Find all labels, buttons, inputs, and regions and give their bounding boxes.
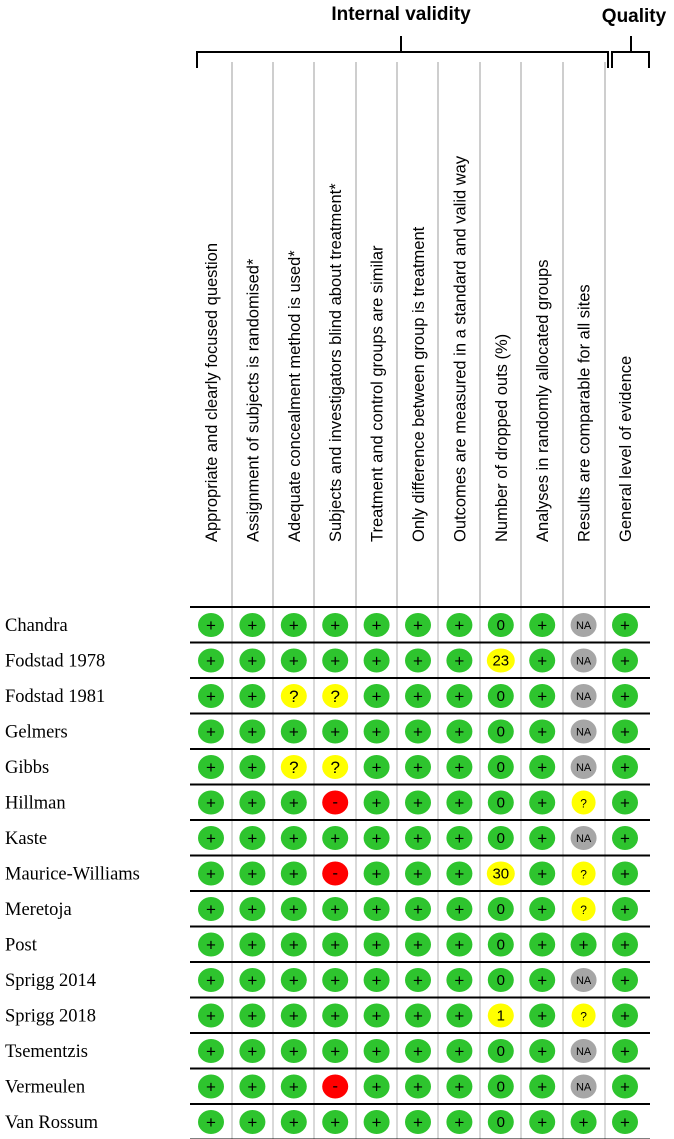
rating-label: NA <box>575 1081 592 1094</box>
rating-label: + <box>371 616 382 635</box>
rating-label: + <box>537 1006 548 1026</box>
rating-label: + <box>371 1113 382 1132</box>
rating-label: NA <box>575 833 592 845</box>
rating-label: + <box>371 1077 382 1097</box>
study-label: Sprigg 2018 <box>5 1006 96 1027</box>
rating-label: + <box>206 1006 216 1026</box>
rating-label: + <box>371 722 382 742</box>
rating-label: + <box>537 758 548 777</box>
rating-label: + <box>578 935 589 955</box>
internal-validity-header: Internal validity <box>331 4 471 25</box>
rating-label: NA <box>575 691 592 703</box>
rating-label: + <box>206 1077 216 1097</box>
rating-label: + <box>413 1042 423 1061</box>
rating-label: + <box>206 722 216 742</box>
rating-label: + <box>454 1077 465 1097</box>
rating-label: + <box>206 793 216 813</box>
rating-label: + <box>247 616 258 635</box>
rating-label: + <box>371 651 382 671</box>
rating-label: + <box>206 1113 216 1132</box>
rating-label: + <box>288 1006 299 1026</box>
rating-label: + <box>454 829 465 848</box>
rating-label: + <box>330 1042 341 1061</box>
study-label: Fodstad 1978 <box>5 651 106 672</box>
rating-label: + <box>454 1113 465 1132</box>
rating-label: - <box>332 863 339 883</box>
rating-label: 0 <box>496 901 505 918</box>
rating-label: 1 <box>496 1007 505 1025</box>
rating-label: + <box>371 1042 382 1061</box>
rating-label: + <box>247 1006 258 1026</box>
rating-label: ? <box>289 758 299 777</box>
rating-label: + <box>288 722 299 742</box>
rating-label: 0 <box>496 1043 505 1060</box>
column-header: Only difference between group is treatment <box>410 226 428 542</box>
rating-label: + <box>454 793 465 813</box>
rating-label: + <box>413 793 423 813</box>
rating-label: 30 <box>492 865 510 883</box>
rating-label: + <box>413 687 423 706</box>
rating-label: + <box>413 900 423 919</box>
rating-label: + <box>330 829 341 848</box>
study-label: Sprigg 2014 <box>5 971 96 991</box>
rating-label: + <box>620 793 630 813</box>
study-label: Van Rossum <box>5 1113 99 1133</box>
rating-label: + <box>206 864 216 884</box>
rating-label: + <box>288 864 299 884</box>
rating-label: + <box>247 1113 258 1132</box>
rating-label: NA <box>575 1046 592 1058</box>
rating-label: + <box>288 971 299 990</box>
rating-label: + <box>247 651 258 671</box>
rating-label: 0 <box>496 617 505 634</box>
rating-label: + <box>288 1042 299 1061</box>
rating-label: ? <box>580 903 587 917</box>
rating-label: + <box>620 935 630 955</box>
study-label: Meretoja <box>5 900 72 920</box>
rating-label: + <box>206 758 216 777</box>
rating-label: + <box>413 971 423 990</box>
study-label: Hillman <box>5 793 66 814</box>
rating-label: + <box>206 1042 216 1061</box>
column-header: Results are comparable for all sites <box>575 284 594 542</box>
study-rows <box>5 613 638 1134</box>
rating-label: + <box>330 1006 341 1026</box>
rating-label: + <box>454 971 465 990</box>
rating-label: + <box>413 935 423 955</box>
rating-label: + <box>247 829 258 848</box>
rating-label: + <box>537 971 548 990</box>
rating-label: + <box>413 758 423 777</box>
rating-label: + <box>371 864 382 884</box>
column-header: Treatment and control groups are similar <box>368 245 387 542</box>
rating-label: + <box>620 616 630 635</box>
rating-label: + <box>620 687 630 706</box>
rating-label: + <box>620 1113 630 1132</box>
rating-label: + <box>247 864 258 884</box>
study-label: Chandra <box>5 616 68 636</box>
column-header: Outcomes are measured in a standard and valid way <box>451 155 470 542</box>
rating-label: + <box>454 722 465 742</box>
rating-label: + <box>371 900 382 919</box>
rating-label: + <box>247 971 258 990</box>
rating-label: + <box>247 1042 258 1061</box>
rating-label: + <box>413 829 423 848</box>
rating-label: + <box>206 935 216 955</box>
rating-label: + <box>330 971 341 990</box>
rating-label: + <box>454 616 465 635</box>
rating-label: + <box>537 651 548 671</box>
rating-label: + <box>454 651 465 671</box>
rating-label: + <box>620 971 630 990</box>
rating-label: 0 <box>496 1078 505 1096</box>
rating-label: + <box>413 722 423 742</box>
rating-label: ? <box>330 758 340 777</box>
rating-label: + <box>537 1113 548 1132</box>
rating-label: + <box>537 1077 548 1097</box>
rating-label: 0 <box>496 1114 505 1131</box>
column-header: Assignment of subjects is randomised* <box>244 258 263 542</box>
rating-label: + <box>206 616 216 635</box>
rating-label: + <box>288 793 299 813</box>
rating-label: + <box>537 722 548 742</box>
rating-label: + <box>537 793 548 813</box>
study-label: Kaste <box>5 829 48 849</box>
rating-label: 23 <box>492 652 510 670</box>
rating-label: + <box>206 651 216 671</box>
rating-label: + <box>537 616 548 635</box>
internal-validity-bracket <box>197 36 608 68</box>
rating-label: + <box>247 793 258 813</box>
rating-label: + <box>288 1113 299 1132</box>
rating-label: + <box>413 1113 423 1132</box>
rating-label: + <box>537 864 548 884</box>
rating-label: + <box>247 1077 258 1097</box>
rating-label: + <box>247 935 258 955</box>
rating-label: + <box>288 1077 299 1097</box>
rating-label: + <box>206 971 216 990</box>
rating-label: + <box>247 758 258 777</box>
rating-label: 0 <box>496 972 505 989</box>
rating-label: + <box>247 687 258 706</box>
rating-label: ? <box>330 687 340 706</box>
rating-label: + <box>371 935 382 955</box>
rating-label: + <box>454 864 465 884</box>
quality-bracket <box>612 36 649 68</box>
rating-label: + <box>620 1042 630 1061</box>
rating-label: + <box>620 758 630 777</box>
rating-label: + <box>454 1042 465 1061</box>
rating-label: + <box>288 651 299 671</box>
rating-label: + <box>454 687 465 706</box>
study-label: Vermeulen <box>5 1077 86 1098</box>
rating-label: 0 <box>496 759 505 776</box>
rating-label: + <box>454 900 465 919</box>
rating-label: + <box>413 864 423 884</box>
rating-label: + <box>206 829 216 848</box>
column-header: Subjects and investigators blind about treatment* <box>327 183 346 542</box>
rating-label: + <box>330 722 341 742</box>
column-header: Number of dropped outs (%) <box>492 333 511 542</box>
rating-label: + <box>371 1006 382 1026</box>
column-header: Appropriate and clearly focused question <box>203 242 221 542</box>
study-label: Gelmers <box>5 722 68 743</box>
rating-label: + <box>206 900 216 919</box>
rating-label: + <box>454 1006 465 1026</box>
column-header: Analyses in randomly allocated groups <box>534 259 553 542</box>
rating-label: 0 <box>496 794 505 812</box>
rating-label: - <box>332 792 339 812</box>
rating-label: + <box>537 900 548 919</box>
rating-label: NA <box>575 726 592 739</box>
rating-label: + <box>247 900 258 919</box>
rating-label: + <box>620 829 630 848</box>
rating-label: + <box>330 651 341 671</box>
rating-label: + <box>413 1006 423 1026</box>
rating-label: + <box>288 900 299 919</box>
rating-label: + <box>413 616 423 635</box>
column-header: Adequate concealment method is used* <box>285 250 304 542</box>
rating-label: 0 <box>496 936 505 954</box>
rating-label: + <box>537 935 548 955</box>
rating-label: + <box>454 935 465 955</box>
header-brackets <box>197 36 649 68</box>
rating-label: + <box>620 1006 630 1026</box>
rating-label: + <box>371 971 382 990</box>
rating-label: NA <box>575 975 592 987</box>
rating-label: + <box>620 864 630 884</box>
rating-label: + <box>371 829 382 848</box>
rating-label: ? <box>580 1009 587 1024</box>
rating-label: 0 <box>496 830 505 847</box>
rating-label: + <box>413 1077 423 1097</box>
rating-label: + <box>330 900 341 919</box>
rating-label: 0 <box>496 688 505 705</box>
study-label: Fodstad 1981 <box>5 687 106 707</box>
rating-label: 0 <box>496 723 505 741</box>
rating-label: NA <box>575 762 592 774</box>
study-label: Tsementzis <box>5 1042 88 1062</box>
rating-label: + <box>330 1113 341 1132</box>
rating-label: + <box>620 1077 630 1097</box>
rating-label: + <box>454 758 465 777</box>
rating-label: + <box>206 687 216 706</box>
study-label: Gibbs <box>5 758 50 778</box>
rating-label: NA <box>575 655 592 668</box>
rating-label: + <box>371 687 382 706</box>
rating-label: + <box>247 722 258 742</box>
rating-label: + <box>371 758 382 777</box>
rating-label: + <box>288 616 299 635</box>
rating-label: + <box>620 651 630 671</box>
rating-label: + <box>620 900 630 919</box>
rating-label: ? <box>580 796 587 811</box>
rating-label: + <box>537 829 548 848</box>
rating-label: + <box>620 722 630 742</box>
rating-label: + <box>537 687 548 706</box>
rating-label: ? <box>289 687 299 706</box>
column-headers <box>203 155 635 542</box>
rating-label: + <box>578 1113 589 1132</box>
quality-header: Quality <box>601 6 667 27</box>
rating-label: + <box>537 1042 548 1061</box>
column-header: General level of evidence <box>617 355 635 542</box>
rating-label: + <box>288 829 299 848</box>
rating-label: + <box>371 793 382 813</box>
study-label: Post <box>5 935 37 956</box>
rating-label: NA <box>575 620 592 632</box>
rating-label: + <box>330 616 341 635</box>
rating-label: + <box>288 935 299 955</box>
rating-label: - <box>332 1076 339 1096</box>
study-label: Maurice-Williams <box>5 864 140 885</box>
rating-label: ? <box>580 867 587 882</box>
rating-label: + <box>330 935 341 955</box>
rating-label: + <box>413 651 423 671</box>
